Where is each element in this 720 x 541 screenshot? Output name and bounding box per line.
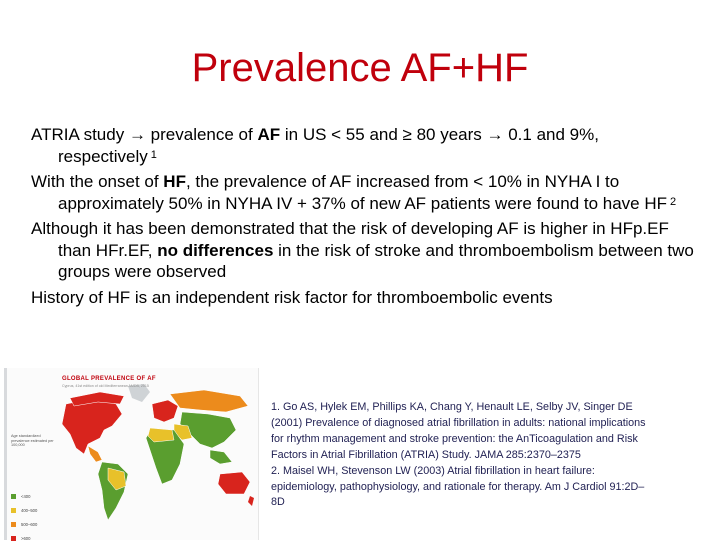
- map-subtitle: Cyprus, 41st edition of old Mediterranean AMDB, 2015: [62, 384, 149, 388]
- paragraph-text: History of HF is an independent risk factor for thromboembolic events: [31, 287, 553, 307]
- paragraph-history: [31, 287, 695, 309]
- paragraph-text: With the onset of: [31, 172, 164, 191]
- region-north-america: [62, 398, 122, 454]
- paragraph-text: in the risk of stroke and thromboembolism between two groups were observed: [58, 240, 694, 281]
- references: [271, 400, 651, 511]
- paragraph-hf-onset: [31, 171, 695, 214]
- citation-marker: 2: [670, 195, 677, 208]
- paragraph-bold: AF: [257, 125, 281, 144]
- region-southeast-asia: [210, 450, 232, 464]
- legend-swatch: [11, 494, 16, 499]
- paragraph-bold: no differences: [157, 240, 274, 260]
- legend-item: [11, 494, 30, 499]
- reference-item: 2. Maisel WH, Stevenson LW (2003) Atrial fibrillation in heart failure: epidemiology, pathophysiology, and rationale for therapy. Am J Cardiol 91:2D–8D: [271, 464, 645, 509]
- paragraph-text: ATRIA study → prevalence of: [31, 125, 258, 144]
- legend-heading: Age standardized prevalence estimated per 100,000: [11, 434, 54, 448]
- paragraph-hfpef-hfref: [31, 218, 695, 283]
- legend-swatch: [11, 522, 16, 527]
- citation-marker: 1: [150, 148, 157, 161]
- slide-title: Prevalence AF+HF: [191, 46, 529, 90]
- legend-item: [11, 508, 37, 513]
- legend-item: [11, 522, 37, 527]
- region-new-zealand: [248, 496, 254, 506]
- slide-body: [31, 124, 695, 312]
- region-russia: [170, 390, 248, 412]
- paragraph-text: , the prevalence of AF increased from < 10% in NYHA I to approximately 50% in NYHA IV + 37% of new AF patients were found to have HF: [58, 172, 668, 213]
- region-north-africa: [148, 428, 174, 442]
- paragraph-bold: HF: [163, 172, 186, 191]
- legend-swatch: [11, 536, 16, 541]
- legend-swatch: [11, 508, 16, 513]
- world-map-figure: [4, 368, 259, 540]
- world-map-image: [4, 368, 258, 540]
- legend-item: [11, 536, 30, 541]
- region-australia: [218, 472, 250, 494]
- paragraph-text: in US < 55 and ≥ 80 years → 0.1 and 9%, respectively: [58, 125, 599, 166]
- map-legend: [11, 434, 57, 541]
- paragraph-atria: [31, 124, 695, 167]
- paragraph-text: Although it has been demonstrated that the risk of developing AF is higher in HFp.EF than HFr.EF,: [31, 219, 669, 260]
- legend-label: 500–600: [21, 522, 38, 527]
- legend-label: 400–500: [21, 508, 38, 513]
- map-title: GLOBAL PREVALENCE OF AF: [62, 376, 156, 382]
- region-central-america: [88, 446, 102, 462]
- legend-label: >600: [21, 536, 31, 541]
- reference-item: 1. Go AS, Hylek EM, Phillips KA, Chang Y, Henault LE, Selby JV, Singer DE (2001) Prevalence of diagnosed atrial fibrillation in adults: national implications for rhythm management and stroke prevention: the AnTicoagulation and Risk Factors in Atrial Fibrillation (ATRIA) Study. JAMA 285:2370–2375: [271, 401, 646, 461]
- legend-label: <400: [21, 494, 31, 499]
- region-europe: [152, 400, 178, 422]
